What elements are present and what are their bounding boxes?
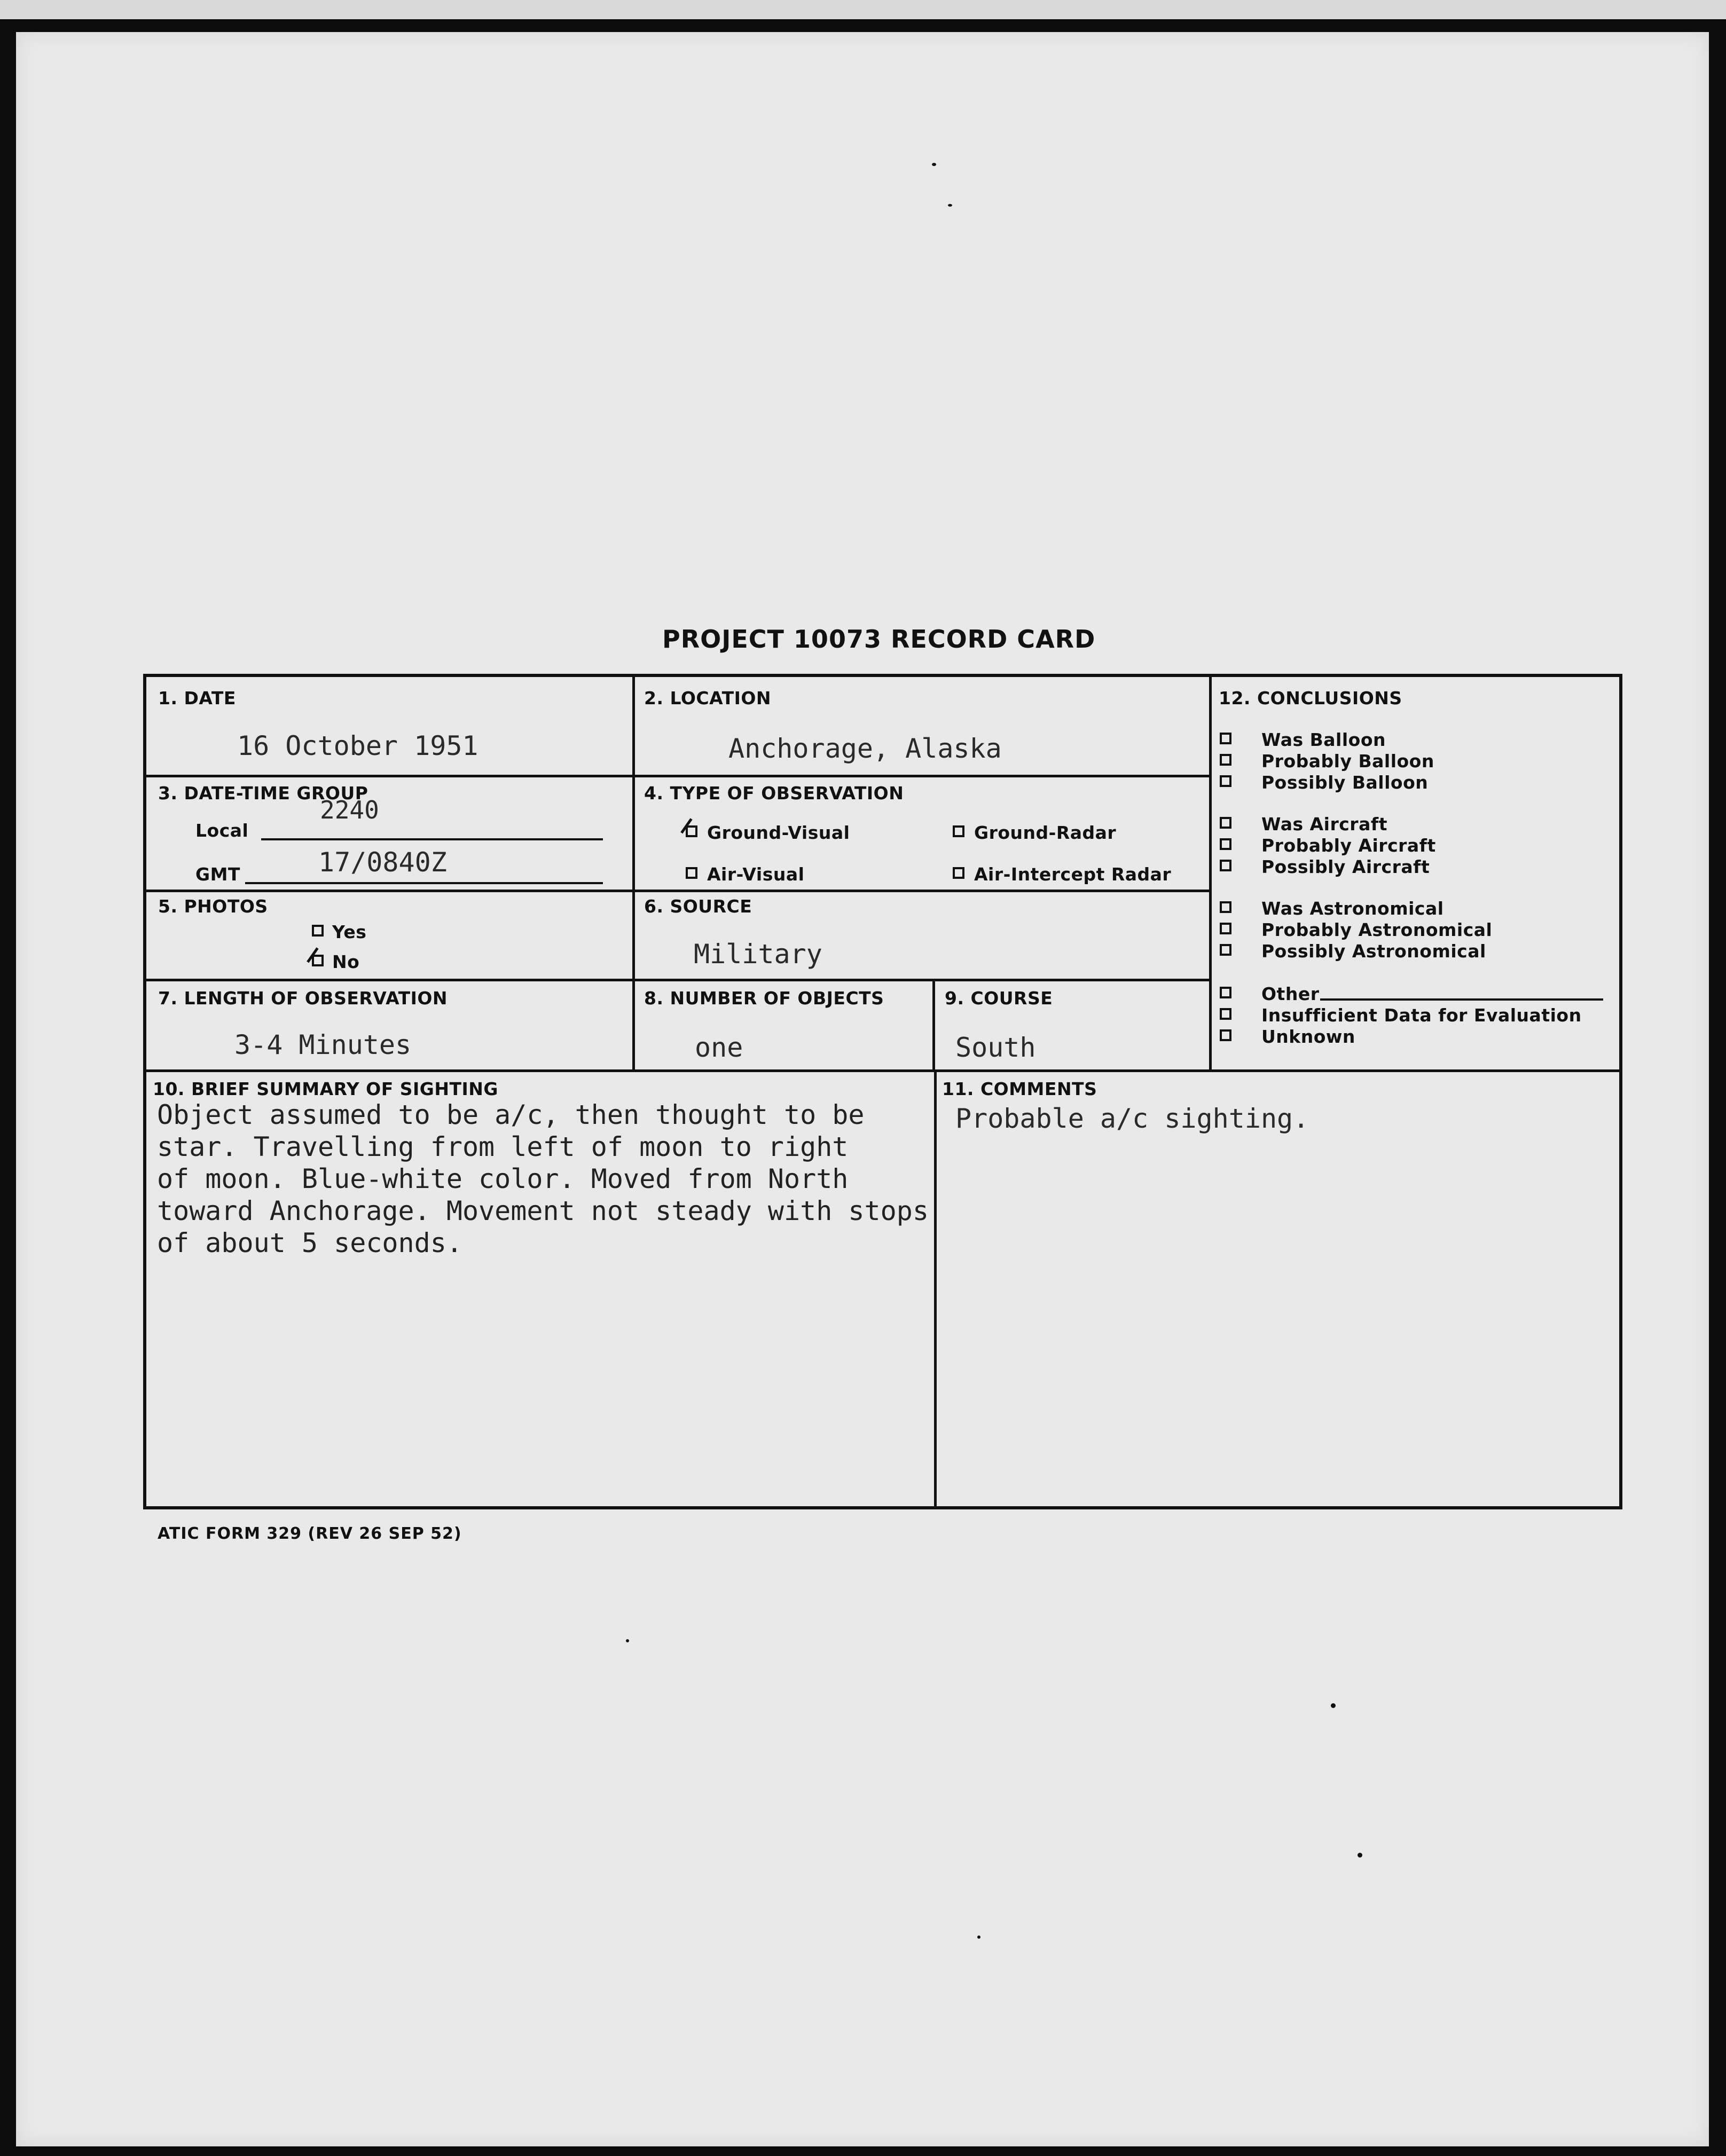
record-card xyxy=(143,674,1622,1509)
ground-visual-label: Ground-Visual xyxy=(707,822,850,843)
observation-type-label: 4. TYPE OF OBSERVATION xyxy=(644,783,904,804)
dtg-gmt-label: GMT xyxy=(195,864,240,885)
ground-visual-checkbox[interactable] xyxy=(686,825,697,837)
comments-label: 11. COMMENTS xyxy=(942,1079,1097,1099)
air-visual-label: Air-Visual xyxy=(707,864,805,885)
summary-text: Object assumed to be a/c, then thought to be star. Travelling from left of moon to right of moon. Blue-white color. Moved from North toward Anchorage. Movement not steady with stops of about 5 seconds. xyxy=(157,1099,929,1258)
objects-label: 8. NUMBER OF OBJECTS xyxy=(644,988,884,1009)
possibly-balloon-label: Possibly Balloon xyxy=(1261,772,1429,793)
ground-radar-label: Ground-Radar xyxy=(974,822,1117,843)
divider xyxy=(1209,677,1212,1069)
length-label: 7. LENGTH OF OBSERVATION xyxy=(158,988,448,1009)
card-title: PROJECT 10073 RECORD CARD xyxy=(662,625,1096,654)
photos-no-checkbox[interactable] xyxy=(312,955,324,966)
was-aircraft-checkbox[interactable] xyxy=(1220,817,1231,829)
divider xyxy=(146,979,1209,981)
possibly-astronomical-checkbox[interactable] xyxy=(1220,944,1231,956)
objects-value: one xyxy=(695,1032,743,1063)
course-value: South xyxy=(955,1032,1036,1063)
other-line[interactable] xyxy=(1320,998,1603,1001)
dtg-local-value: 2240 xyxy=(320,796,379,824)
was-balloon-checkbox[interactable] xyxy=(1220,733,1231,744)
insufficient-data-label: Insufficient Data for Evaluation xyxy=(1261,1005,1582,1026)
photos-no-label: No xyxy=(332,951,360,972)
summary-label: 10. BRIEF SUMMARY OF SIGHTING xyxy=(153,1079,498,1099)
length-value: 3-4 Minutes xyxy=(234,1029,412,1060)
conclusions-label: 12. CONCLUSIONS xyxy=(1219,688,1402,709)
divider xyxy=(932,979,935,1069)
dtg-local-label: Local xyxy=(195,820,249,841)
air-visual-checkbox[interactable] xyxy=(686,867,697,879)
location-label: 2. LOCATION xyxy=(644,688,772,709)
air-intercept-radar-label: Air-Intercept Radar xyxy=(974,864,1172,885)
comments-value: Probable a/c sighting. xyxy=(955,1103,1309,1134)
scan-speck xyxy=(626,1639,629,1642)
scan-speck xyxy=(977,1935,980,1939)
location-value: Anchorage, Alaska xyxy=(728,733,1002,764)
other-checkbox[interactable] xyxy=(1220,987,1231,998)
probably-astronomical-checkbox[interactable] xyxy=(1220,923,1231,934)
date-label: 1. DATE xyxy=(158,688,236,709)
unknown-label: Unknown xyxy=(1261,1026,1355,1047)
possibly-aircraft-label: Possibly Aircraft xyxy=(1261,856,1430,877)
other-label: Other xyxy=(1261,983,1320,1004)
form-number: ATIC FORM 329 (REV 26 SEP 52) xyxy=(158,1524,462,1543)
ground-radar-checkbox[interactable] xyxy=(953,825,964,837)
source-value: Military xyxy=(694,939,822,970)
possibly-aircraft-checkbox[interactable] xyxy=(1220,860,1231,871)
scan-speck xyxy=(1358,1853,1362,1858)
air-intercept-radar-checkbox[interactable] xyxy=(953,867,964,879)
probably-astronomical-label: Probably Astronomical xyxy=(1261,919,1493,940)
probably-balloon-label: Probably Balloon xyxy=(1261,751,1434,772)
was-aircraft-label: Was Aircraft xyxy=(1261,814,1387,835)
scan-speck xyxy=(1331,1703,1336,1708)
dtg-gmt-line xyxy=(245,882,603,884)
divider xyxy=(632,677,635,1069)
was-astronomical-checkbox[interactable] xyxy=(1220,901,1231,913)
scan-top-edge xyxy=(0,0,1726,19)
possibly-astronomical-label: Possibly Astronomical xyxy=(1261,941,1486,962)
dtg-local-line xyxy=(261,838,603,840)
was-balloon-label: Was Balloon xyxy=(1261,729,1386,750)
photos-yes-label: Yes xyxy=(332,922,367,942)
date-value: 16 October 1951 xyxy=(237,730,478,761)
course-label: 9. COURSE xyxy=(945,988,1053,1009)
divider xyxy=(146,890,1209,892)
divider xyxy=(146,1069,1620,1072)
was-astronomical-label: Was Astronomical xyxy=(1261,898,1444,919)
source-label: 6. SOURCE xyxy=(644,896,752,917)
photos-label: 5. PHOTOS xyxy=(158,896,268,917)
unknown-checkbox[interactable] xyxy=(1220,1029,1231,1041)
scan-speck xyxy=(932,163,936,166)
insufficient-data-checkbox[interactable] xyxy=(1220,1008,1231,1020)
dtg-gmt-value: 17/0840Z xyxy=(318,847,447,878)
divider xyxy=(146,775,1209,777)
scan-speck xyxy=(948,204,952,207)
probably-aircraft-checkbox[interactable] xyxy=(1220,838,1231,850)
probably-balloon-checkbox[interactable] xyxy=(1220,754,1231,766)
dtg-label: 3. DATE-TIME GROUP xyxy=(158,783,368,804)
possibly-balloon-checkbox[interactable] xyxy=(1220,775,1231,787)
photos-yes-checkbox[interactable] xyxy=(312,925,324,937)
probably-aircraft-label: Probably Aircraft xyxy=(1261,835,1436,856)
